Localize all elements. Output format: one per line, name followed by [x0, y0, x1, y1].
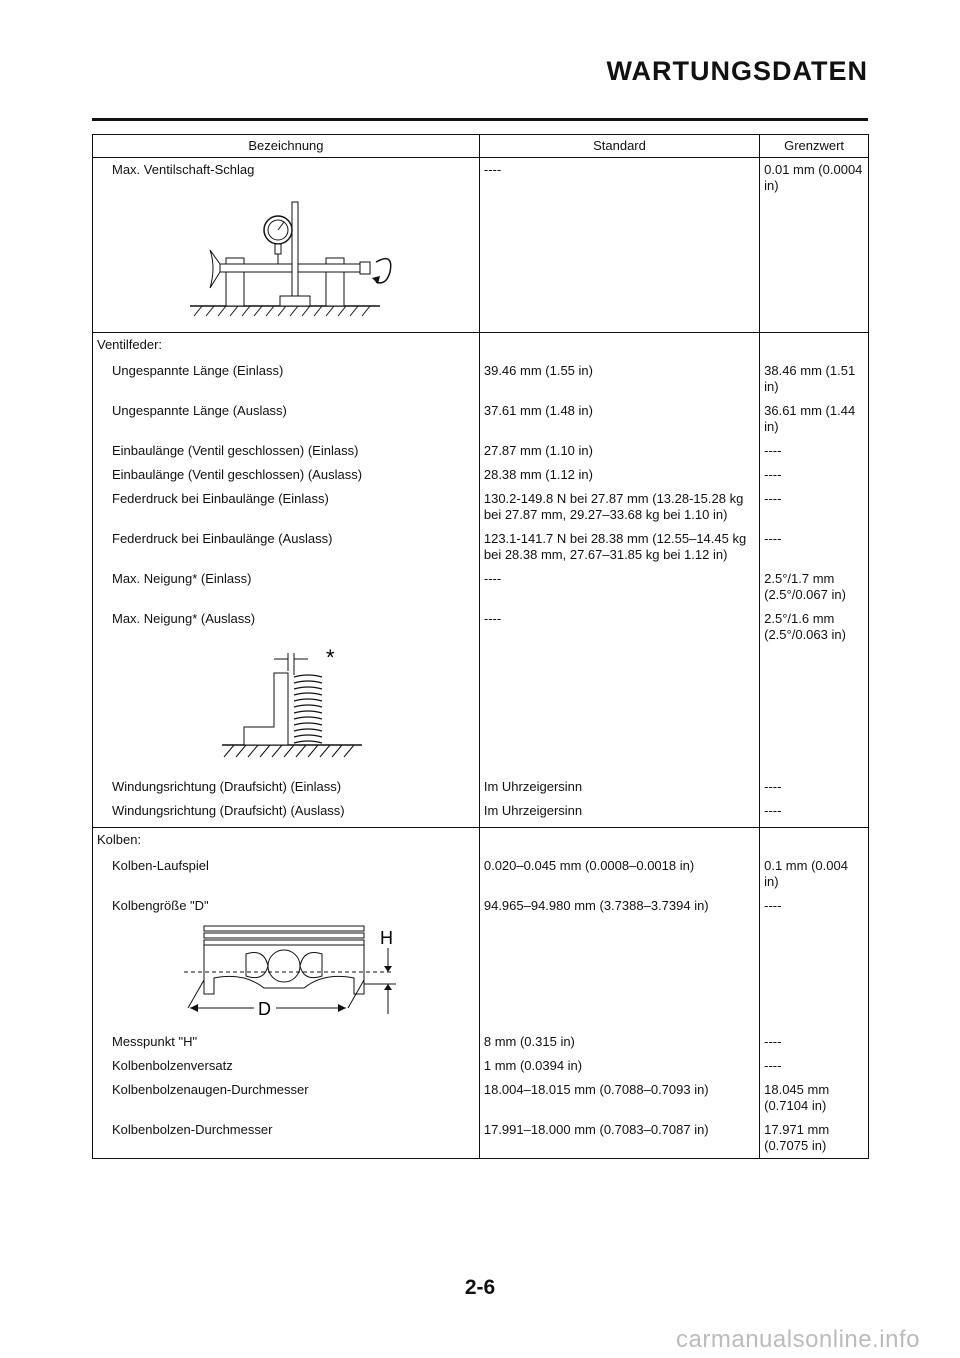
table-row [93, 333, 869, 360]
header-name: Bezeichnung [93, 135, 480, 158]
row-standard: 0.020–0.045 mm (0.0008–0.0018 in) [479, 854, 759, 894]
valve-runout-figure [112, 178, 475, 326]
runout-standard: ---- [479, 158, 759, 333]
title-rule [92, 118, 868, 121]
table-row [93, 463, 869, 487]
row-limit: ---- [760, 1030, 869, 1054]
row-name: Federdruck bei Einbaulänge (Einlass) [93, 487, 480, 527]
runout-name: Max. Ventilschaft-Schlag [112, 162, 255, 177]
row-standard: 123.1-141.7 N bei 28.38 mm (12.55–14.45 kg bei 28.38 mm, 27.67–31.85 kg bei 1.12 in) [479, 527, 759, 567]
table-row [93, 567, 869, 607]
row-name: Kolben-Laufspiel [93, 854, 480, 894]
table-row [93, 1030, 869, 1054]
row-limit: 0.1 mm (0.004 in) [760, 854, 869, 894]
row-limit: ---- [760, 799, 869, 828]
row-name: Windungsrichtung (Draufsicht) (Einlass) [93, 775, 480, 799]
row-limit: 2.5°/1.7 mm (2.5°/0.067 in) [760, 567, 869, 607]
table-row [93, 894, 869, 918]
page-title: WARTUNGSDATEN [606, 56, 868, 86]
row-standard: 27.87 mm (1.10 in) [479, 439, 759, 463]
piston-d-label: D [258, 999, 271, 1019]
row-standard: 39.46 mm (1.55 in) [479, 359, 759, 399]
table-row [93, 359, 869, 399]
row-limit: ---- [760, 487, 869, 527]
row-standard: 28.38 mm (1.12 in) [479, 463, 759, 487]
row-limit: 38.46 mm (1.51 in) [760, 359, 869, 399]
row-standard: Im Uhrzeigersinn [479, 775, 759, 799]
table-row [93, 828, 869, 855]
table-row [93, 399, 869, 439]
spec-table [92, 134, 869, 1159]
row-limit: 36.61 mm (1.44 in) [760, 399, 869, 439]
row-standard: 94.965–94.980 mm (3.7388–3.7394 in) [479, 894, 759, 918]
row-name: Ungespannte Länge (Auslass) [93, 399, 480, 439]
row-standard: 130.2-149.8 N bei 27.87 mm (13.28-15.28 kg bei 27.87 mm, 29.27–33.68 kg bei 1.10 in) [479, 487, 759, 527]
row-name: Messpunkt "H" [93, 1030, 480, 1054]
row-name: Kolbenbolzenaugen-Durchmesser [93, 1078, 480, 1118]
row-standard: 18.004–18.015 mm (0.7088–0.7093 in) [479, 1078, 759, 1118]
tilt-marker: * [326, 647, 335, 670]
table-row [93, 1054, 869, 1078]
page-number: 2-6 [464, 1276, 496, 1299]
watermark: carmanualsonline.info [676, 1326, 920, 1353]
table-row [93, 1118, 869, 1159]
row-name: Einbaulänge (Ventil geschlossen) (Auslass) [93, 463, 480, 487]
table-row [93, 527, 869, 567]
row-limit: 2.5°/1.6 mm (2.5°/0.063 in) [760, 607, 869, 647]
row-name: Windungsrichtung (Draufsicht) (Auslass) [93, 799, 480, 828]
row-standard: Im Uhrzeigersinn [479, 799, 759, 828]
runout-limit: 0.01 mm (0.0004 in) [760, 158, 869, 333]
table-row [93, 1078, 869, 1118]
dial-gauge-illustration [180, 192, 440, 322]
piston-illustration [184, 918, 424, 1026]
table-row [93, 854, 869, 894]
table-row [93, 487, 869, 527]
table-row [93, 918, 869, 1030]
row-standard: 17.991–18.000 mm (0.7083–0.7087 in) [479, 1118, 759, 1159]
row-standard: 1 mm (0.0394 in) [479, 1054, 759, 1078]
piston-group-title: Kolben: [93, 828, 480, 855]
spring-tilt-illustration [212, 647, 372, 771]
header-standard: Standard [479, 135, 759, 158]
row-name: Max. Neigung* (Einlass) [93, 567, 480, 607]
spring-group-title: Ventilfeder: [93, 333, 480, 360]
row-standard: ---- [479, 567, 759, 607]
row-name: Einbaulänge (Ventil geschlossen) (Einlass) [93, 439, 480, 463]
row-limit: ---- [760, 463, 869, 487]
row-limit: ---- [760, 527, 869, 567]
row-name: Federdruck bei Einbaulänge (Auslass) [93, 527, 480, 567]
row-name: Max. Neigung* (Auslass) [93, 607, 480, 647]
row-name: Kolbenbolzen-Durchmesser [93, 1118, 480, 1159]
row-limit: ---- [760, 894, 869, 918]
table-row [93, 158, 869, 333]
table-row [93, 607, 869, 647]
table-row [93, 799, 869, 828]
row-standard: ---- [479, 607, 759, 647]
table-row [93, 439, 869, 463]
row-limit: 18.045 mm (0.7104 in) [760, 1078, 869, 1118]
row-limit: ---- [760, 439, 869, 463]
row-name: Ungespannte Länge (Einlass) [93, 359, 480, 399]
row-limit: ---- [760, 775, 869, 799]
row-name: Kolbenbolzenversatz [93, 1054, 480, 1078]
piston-h-label: H [380, 928, 393, 948]
row-standard: 8 mm (0.315 in) [479, 1030, 759, 1054]
header-limit: Grenzwert [760, 135, 869, 158]
row-standard: 37.61 mm (1.48 in) [479, 399, 759, 439]
table-row [93, 647, 869, 775]
row-limit: ---- [760, 1054, 869, 1078]
row-name: Kolbengröße "D" [93, 894, 480, 918]
table-row [93, 775, 869, 799]
row-limit: 17.971 mm (0.7075 in) [760, 1118, 869, 1159]
